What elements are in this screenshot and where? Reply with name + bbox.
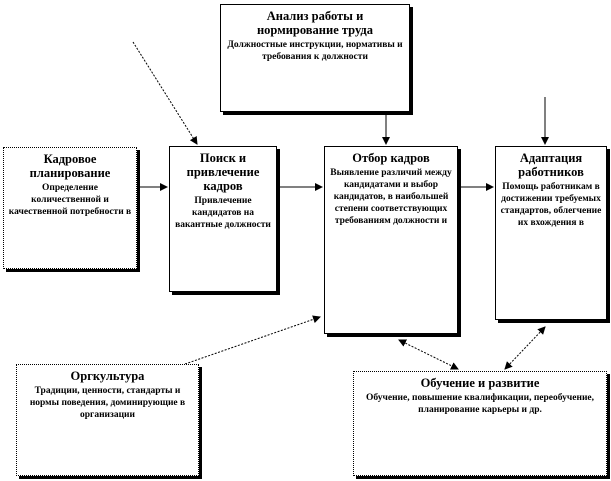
planning-box	[3, 147, 137, 269]
search-title: Поиск и привлечение кадров	[186, 151, 260, 193]
arrow-incoming-search	[133, 42, 197, 144]
training-title: Обучение и развитие	[420, 376, 540, 390]
selection-title: Отбор кадров	[352, 151, 430, 165]
search-box	[169, 146, 277, 292]
culture-box	[16, 364, 199, 476]
training-body: Обучение, повышение квалификации, переобучение, планирование карьеры и др.	[365, 393, 595, 415]
training-box	[353, 371, 607, 476]
analysis-box	[220, 4, 410, 112]
selection-body: Выявление различий между кандидатами и выбор кандидатов, в наибольшей степени соответствующих требованиям должности и	[330, 168, 452, 226]
adaptation-box	[495, 146, 607, 320]
culture-body: Традиции, ценности, стандарты и нормы поведения, доминирующие в организации	[29, 386, 186, 420]
analysis-title: Анализ работы и нормирование труда	[256, 9, 373, 37]
search-body: Привлечение кандидатов на вакантные должности	[175, 196, 271, 230]
adaptation-title: Адаптация работников	[518, 151, 584, 179]
arrow-culture-to-selection	[185, 317, 320, 364]
analysis-body: Должностные инструкции, нормативы и требования к должности	[227, 40, 403, 62]
selection-box	[324, 146, 458, 334]
planning-body: Определение количественной и качественной потребности в	[8, 183, 132, 217]
planning-title: Кадровое планирование	[29, 152, 111, 180]
arrow-adaptation-training	[505, 327, 545, 369]
arrow-selection-training	[399, 340, 458, 369]
culture-title: Оргкультура	[70, 369, 145, 383]
adaptation-body: Помощь работникам в достижении требуемых стандартов, облегчение их вхождения в	[500, 182, 602, 228]
